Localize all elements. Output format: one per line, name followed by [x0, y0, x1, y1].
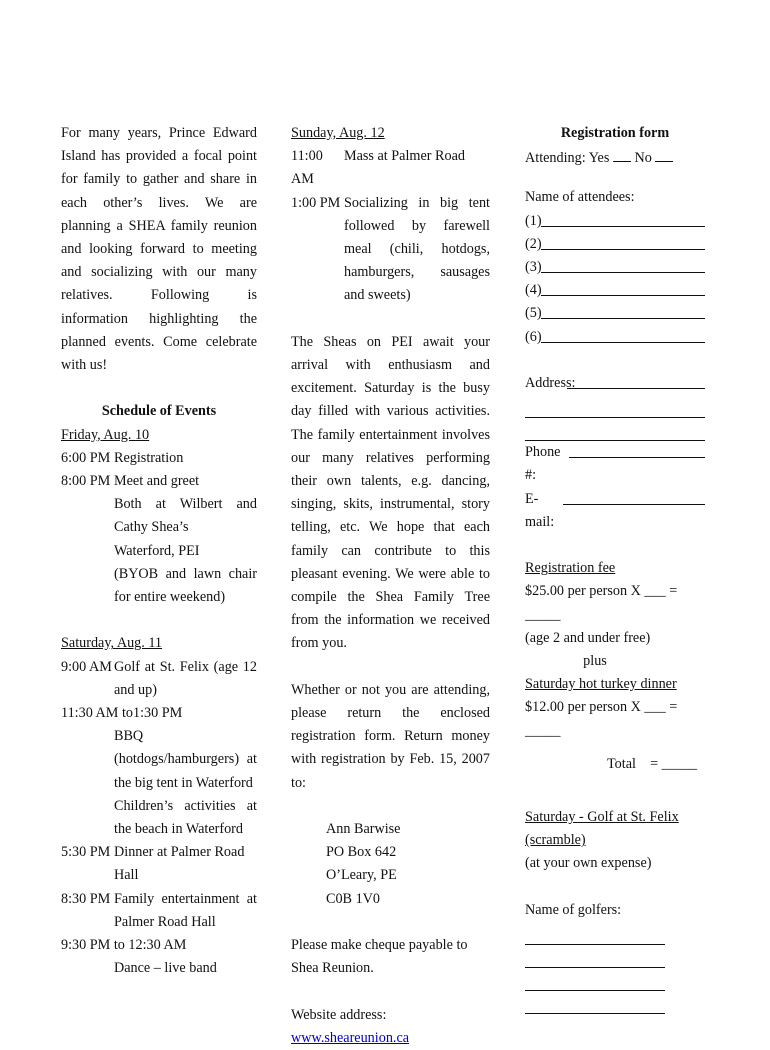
phone-row: Phone #: [525, 441, 705, 487]
golfer-field-4[interactable] [525, 991, 665, 1014]
attendee-3-field[interactable] [541, 256, 705, 273]
saturday-entertainment: 8:30 PM Family entertainment at Palmer Road Hall [61, 890, 257, 930]
saturday-heading: Saturday, Aug. 11 [61, 635, 163, 652]
saturday-bbq-time: 11:30 AM to1:30 PM [61, 705, 183, 722]
website-link[interactable]: www.sheareunion.ca [291, 1029, 410, 1046]
address-postal: C0B 1V0 [326, 890, 380, 907]
attendee-row: (6) [525, 326, 705, 349]
cheque-note: Please make cheque payable to Shea Reunion. [291, 937, 468, 977]
attendee-1-field[interactable] [541, 210, 705, 227]
friday-registration: 6:00 PM Registration [61, 449, 184, 466]
saturday-golf: 9:00 AM Golf at St. Felix (age 12 and up) [61, 658, 257, 698]
website-line [291, 1004, 490, 1050]
address-pobox: PO Box 642 [326, 844, 397, 861]
saturday-bbq-desc: BBQ (hotdogs/hamburgers) at the big tent in Waterford [114, 728, 257, 791]
saturday-dinner: 5:30 PM Dinner at Palmer Road Hall [61, 844, 245, 884]
friday-town: Waterford, PEI [114, 542, 200, 559]
address-field-3[interactable] [525, 418, 705, 441]
sunday-heading: Sunday, Aug. 12 [291, 125, 385, 141]
attendee-row: (2) [525, 233, 705, 256]
friday-location: Both at Wilbert and Cathy Shea’s [114, 496, 257, 536]
email-row: E-mail: [525, 488, 705, 534]
fee-plus: plus [583, 653, 607, 670]
attending-no-blank[interactable] [655, 145, 673, 162]
saturday-dance-desc: Dance – live band [114, 960, 217, 977]
attending-line: Attending: Yes No [525, 145, 705, 170]
attendee-5-field[interactable] [541, 302, 705, 319]
sunday-mass: 11:00 AM Mass at Palmer Road [291, 148, 465, 188]
attendee-4-field[interactable] [541, 279, 705, 296]
friday-meet-greet: 8:00 PM Meet and greet [61, 473, 200, 490]
golfer-field-3[interactable] [525, 968, 665, 991]
saturday-kids-desc: Children’s activities at the beach in Waterford [114, 797, 257, 838]
address-name: Ann Barwise [326, 821, 401, 838]
saturday-dance-time: 9:30 PM to 12:30 AM [61, 937, 187, 954]
golfers-label: Name of golfers: [525, 901, 622, 918]
column-left [61, 122, 257, 980]
fee-line-adult: $25.00 per person X ___ = _____ [525, 583, 678, 623]
website-label: Website address: [291, 1006, 387, 1023]
phone-field[interactable] [569, 441, 705, 458]
address-field[interactable] [567, 372, 705, 389]
address-field-2[interactable] [525, 395, 705, 418]
activities-paragraph: The Sheas on PEI await your arrival with enthusiasm and excitement. Saturday is the busy day filled with various activities. The family entertainment involves our many relatives performing their own talents, e.g. dancing, singing, skits, instrumental, story telling, etc. We hope that each family can contribute to this pleasant evening. We were able to compile the Shea Family Tree from the information we received from you. [291, 333, 490, 652]
address-city: O’Leary, PE [326, 867, 397, 884]
column-middle [291, 122, 490, 1050]
dinner-heading: Saturday hot turkey dinner [525, 676, 677, 693]
fee-note: (age 2 and under free) [525, 629, 651, 646]
attendee-2-field[interactable] [541, 233, 705, 250]
attendees-label: Name of attendees: [525, 189, 635, 206]
friday-heading: Friday, Aug. 10 [61, 426, 150, 443]
fee-heading: Registration fee [525, 560, 616, 577]
registration-title: Registration form [560, 125, 670, 141]
friday-byob-note: (BYOB and lawn chair for entire weekend) [114, 565, 257, 606]
golf-heading: Saturday - Golf at St. Felix (scramble) [525, 809, 679, 849]
column-right [525, 122, 705, 1014]
fee-line-dinner: $12.00 per person X ___ = _____ [525, 699, 678, 739]
return-form-paragraph: Whether or not you are attending, please return the enclosed registration form. Return money with registration by Feb. 15, 2007 to: [291, 681, 490, 791]
address-row: Address: [525, 372, 705, 395]
sunday-socializing: 1:00 PM Socializing in big tent followed by farewell meal (chili, hotdogs, hamburgers, sausages and sweets) [291, 194, 490, 304]
fee-total: Total = _____ [607, 755, 698, 772]
golfer-field-2[interactable] [525, 945, 665, 968]
attending-yes-blank[interactable] [613, 145, 631, 162]
attendee-row: (3) [525, 256, 705, 279]
attendee-6-field[interactable] [541, 326, 705, 343]
attendee-row: (5) [525, 302, 705, 325]
golfer-field-1[interactable] [525, 922, 665, 945]
schedule-title: Schedule of Events [101, 403, 217, 420]
golf-note: (at your own expense) [525, 855, 652, 872]
email-field[interactable] [563, 488, 705, 505]
attendee-row: (1) [525, 210, 705, 233]
attendee-row: (4) [525, 279, 705, 302]
intro-paragraph: For many years, Prince Edward Island has provided a focal point for family to gather and share in each other’s lives. We are planning a SHEA family reunion and looking forward to meeting and socializing with our many relatives. Following is information highlighting the planned events. Come celebrate with us! [61, 125, 257, 374]
